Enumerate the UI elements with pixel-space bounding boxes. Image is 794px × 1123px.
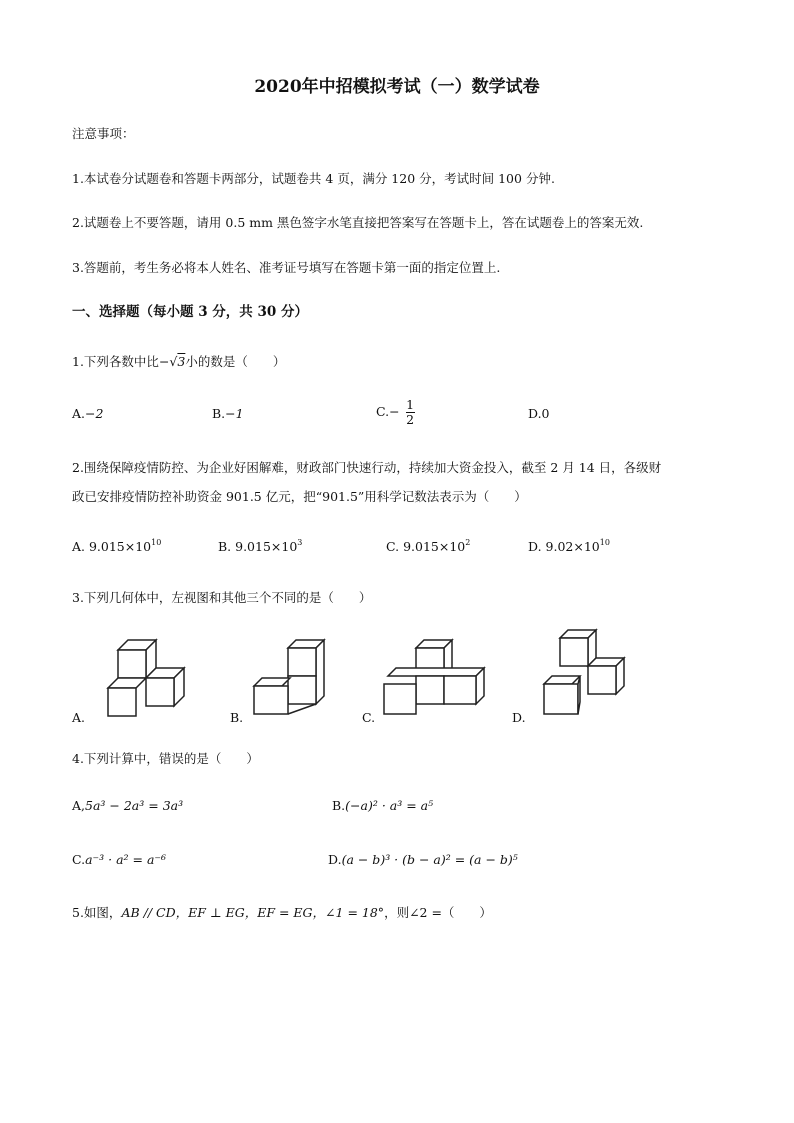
q3-label-a: A. <box>72 710 86 725</box>
cube-figure-b <box>248 630 338 722</box>
notice-item-2: 2.试题卷上不要答题，请用 0.5 mm 黑色签字水笔直接把答案写在答题卡上，答在试题卷上的答案无效. <box>72 215 644 230</box>
q3-label-d: D. <box>512 710 526 725</box>
q2-option-b: B. $9.015\times 10^3$ <box>218 538 303 554</box>
q4-option-c: C.a⁻³ · a² = a⁻⁶ <box>72 852 167 867</box>
exam-title: 2020年中招模拟考试（一）数学试卷 <box>254 77 540 97</box>
question-2-line-2: 政已安排疫情防控补助资金 901.5 亿元，把“901.5”用科学记数法表示为（ ） <box>72 489 527 504</box>
q2-option-d: D. $9.02\times 10^{10}$ <box>528 538 610 554</box>
q1-option-c: C.− $\frac{1}{2}$ <box>376 397 415 427</box>
q2-option-a: A. $9.015\times 10^{10}$ <box>72 538 162 554</box>
q1-option-a: A.−2 <box>72 406 104 421</box>
q3-label-b: B. <box>230 710 244 725</box>
cube-figure-c <box>378 630 488 722</box>
question-1-stem <box>72 352 285 370</box>
notice-item-1: 1.本试卷分试题卷和答题卡两部分，试题卷共 4 页，满分 120 分，考试时间 100 分钟. <box>72 171 555 186</box>
q4-option-d: D.(a − b)³ · (b − a)² = (a − b)⁵ <box>328 852 518 867</box>
section-heading-choice: 一、选择题（每小题 3 分，共 30 分） <box>72 304 308 320</box>
q1-option-d: D.0 <box>528 406 550 421</box>
sqrt-symbol: √ <box>169 354 178 369</box>
cube-figure-d <box>536 626 632 722</box>
cube-figure-a <box>96 630 196 722</box>
q1-stem-prefix: 1.下列各数中比 <box>72 354 159 369</box>
q3-label-c: C. <box>362 710 376 725</box>
q2-option-c: C. $9.015\times 10^2$ <box>386 538 471 554</box>
q4-option-b: B.(−a)² · a³ = a⁵ <box>332 798 434 813</box>
q1-minus: − <box>158 354 170 369</box>
q1-stem-suffix: 小的数是（ ） <box>185 354 286 369</box>
q1-option-b: B.−1 <box>212 406 244 421</box>
notice-heading: 注意事项： <box>72 126 135 141</box>
q1-option-c-fraction: $\frac{1}{2}$ <box>406 397 415 427</box>
question-3-stem: 3.下列几何体中，左视图和其他三个不同的是（ ） <box>72 590 372 605</box>
notice-item-3: 3.答题前，考生务必将本人姓名、准考证号填写在答题卡第一面的指定位置上. <box>72 260 501 275</box>
q4-option-a: A,5a³ − 2a³ = 3a³ <box>72 798 184 813</box>
q1-radicand: 3 <box>177 354 186 369</box>
question-2-line-1: 2.围绕保障疫情防控、为企业好困解难，财政部门快速行动，持续加大资金投入，截至 2 月 14 日，各级财 <box>72 460 662 475</box>
question-4-stem: 4.下列计算中，错误的是（ ） <box>72 751 259 766</box>
question-5-stem: 5.如图，AB // CD，EF ⊥ EG，EF = EG，∠1 = 18°，则∠2 =（ ） <box>72 905 492 920</box>
